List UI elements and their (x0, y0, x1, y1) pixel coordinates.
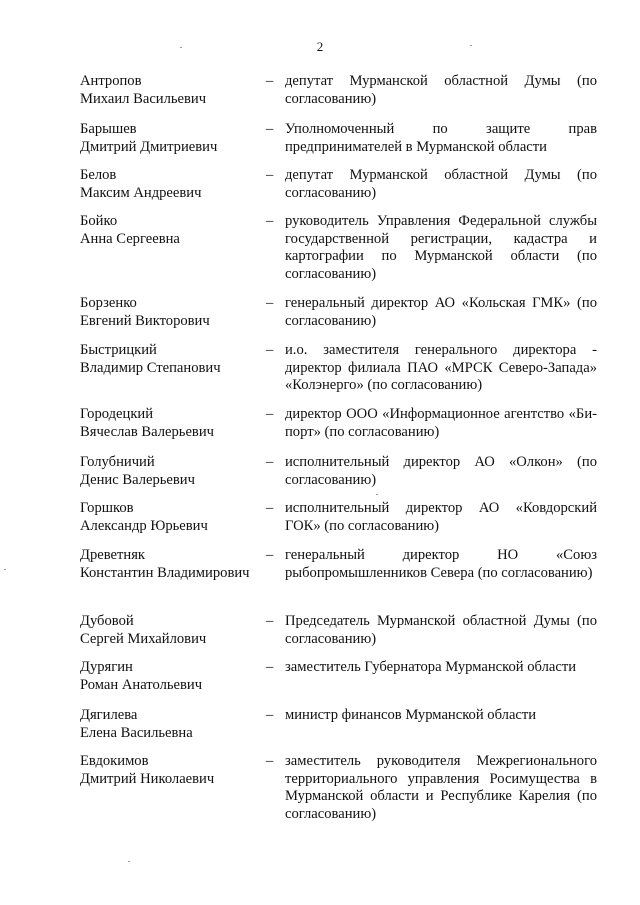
member-surname: Быстрицкий (80, 342, 157, 358)
member-surname: Дурягин (80, 659, 133, 675)
member-name (80, 707, 265, 742)
dash-separator: – (266, 659, 274, 675)
member-role: и.о. заместителя генерального директора - директор филиала ПАО «МРСК Северо-Запада» «Колэнерго» (по согласованию) (285, 342, 597, 394)
member-name (80, 342, 265, 377)
scan-speck (128, 861, 130, 862)
member-role: заместитель руководителя Межрегионального территориального управления Росимущества в Мурманской области и Республике Карелия (по согласованию) (285, 753, 597, 822)
member-surname: Белов (80, 167, 117, 183)
member-role: исполнительный директор АО «Олкон» (по согласованию) (285, 454, 597, 488)
member-role: депутат Мурманской областной Думы (по согласованию) (285, 167, 597, 201)
scan-speck (180, 47, 182, 48)
member-given-names: Дмитрий Николаевич (80, 770, 215, 787)
dash-separator: – (266, 707, 274, 723)
member-given-names: Дмитрий Дмитриевич (80, 138, 218, 155)
member-given-names: Сергей Михайлович (80, 630, 207, 647)
member-name (80, 295, 265, 330)
dash-separator: – (266, 167, 274, 183)
member-surname: Горшков (80, 500, 134, 516)
member-name (80, 454, 265, 489)
member-given-names: Роман Анатольевич (80, 676, 203, 693)
member-role: генеральный директор АО «Кольская ГМК» (по согласованию) (285, 295, 597, 329)
member-surname: Бойко (80, 213, 118, 229)
member-given-names: Максим Андреевич (80, 184, 202, 201)
member-surname: Голубничий (80, 454, 155, 470)
member-given-names: Михаил Васильевич (80, 90, 207, 107)
member-name (80, 406, 265, 441)
member-name (80, 500, 265, 535)
member-role: генеральный директор НО «Союз рыбопромышленников Севера (по согласованию) (285, 547, 597, 581)
member-role: Председатель Мурманской областной Думы (по согласованию) (285, 613, 597, 647)
member-given-names: Евгений Викторович (80, 312, 210, 329)
member-role: руководитель Управления Федеральной службы государственной регистрации, кадастра и картографии по Мурманской области (по согласованию) (285, 213, 597, 282)
dash-separator: – (266, 121, 274, 137)
member-surname: Антропов (80, 73, 142, 89)
member-role: заместитель Губернатора Мурманской области (285, 659, 577, 675)
member-surname: Барышев (80, 121, 137, 137)
member-surname: Древетняк (80, 547, 146, 563)
member-name (80, 547, 265, 582)
member-role: директор ООО «Информационное агентство «Би-порт» (по согласованию) (285, 406, 597, 440)
member-name (80, 753, 265, 788)
dash-separator: – (266, 613, 274, 629)
member-given-names: Елена Васильевна (80, 724, 193, 741)
member-surname: Дубовой (80, 613, 134, 629)
dash-separator: – (266, 500, 274, 516)
scan-speck (4, 569, 6, 570)
member-role: депутат Мурманской областной Думы (по согласованию) (285, 73, 597, 107)
member-given-names: Константин Владимирович (80, 564, 250, 581)
dash-separator: – (266, 454, 274, 470)
member-role: министр финансов Мурманской области (285, 707, 537, 723)
member-name (80, 121, 265, 156)
member-role: исполнительный директор АО «Ковдорский ГОК» (по согласованию) (285, 500, 597, 534)
page-number: 2 (316, 39, 324, 54)
member-surname: Дягилева (80, 707, 138, 723)
dash-separator: – (266, 406, 274, 422)
member-name (80, 659, 265, 694)
member-name (80, 613, 265, 648)
dash-separator: – (266, 547, 274, 563)
member-given-names: Александр Юрьевич (80, 517, 208, 534)
member-surname: Борзенко (80, 295, 137, 311)
member-given-names: Вячеслав Валерьевич (80, 423, 214, 440)
member-name (80, 213, 265, 248)
member-given-names: Денис Валерьевич (80, 471, 195, 488)
dash-separator: – (266, 295, 274, 311)
dash-separator: – (266, 342, 274, 358)
dash-separator: – (266, 73, 274, 89)
member-surname: Евдокимов (80, 753, 149, 769)
member-role: Уполномоченный по защите прав предпринимателей в Мурманской области (285, 121, 597, 155)
scan-speck (376, 494, 378, 495)
dash-separator: – (266, 213, 274, 229)
dash-separator: – (266, 753, 274, 769)
member-name (80, 167, 265, 202)
member-given-names: Анна Сергеевна (80, 230, 180, 247)
scan-speck (470, 45, 472, 46)
member-given-names: Владимир Степанович (80, 359, 221, 376)
member-surname: Городецкий (80, 406, 154, 422)
member-name (80, 73, 265, 108)
